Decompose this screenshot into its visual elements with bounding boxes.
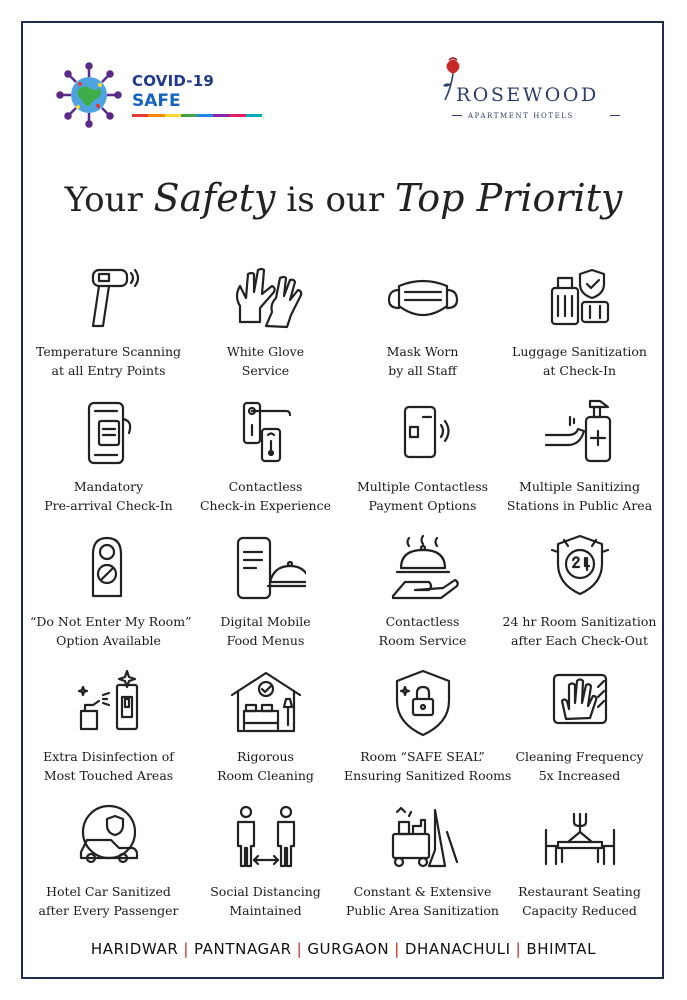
label-line-2: Ensuring Sanitized Rooms xyxy=(344,768,512,783)
car-shield-icon xyxy=(69,802,149,874)
face-mask-icon xyxy=(383,262,463,334)
social-distance-icon xyxy=(226,802,306,874)
safety-measures-grid xyxy=(30,262,658,937)
label-line-1: Mask Worn xyxy=(386,344,459,359)
covid-title: COVID-19 xyxy=(132,72,214,90)
safety-item xyxy=(187,262,344,397)
gloves-icon xyxy=(226,262,306,334)
bedroom-clean-icon xyxy=(226,667,306,739)
title-script-2: Top Priority xyxy=(394,176,623,220)
stripe-segment xyxy=(148,114,164,117)
safety-item xyxy=(501,667,658,802)
label-line-2: at Check-In xyxy=(542,363,617,378)
label-line-1: Restaurant Seating xyxy=(518,884,641,899)
safety-item-label xyxy=(344,342,501,380)
stripe-segment xyxy=(197,114,213,117)
cleaning-cart-icon xyxy=(383,802,463,874)
label-line-1: Luggage Sanitization xyxy=(512,344,647,359)
locations-footer xyxy=(0,940,687,958)
contactless-card-icon xyxy=(383,397,463,469)
safety-item xyxy=(344,802,501,937)
safety-item-label xyxy=(344,747,512,785)
safety-item xyxy=(30,532,192,667)
safety-item-label xyxy=(30,342,187,380)
safety-item xyxy=(187,397,344,532)
location-name: BHIMTAL xyxy=(526,940,597,958)
location-name: GURGAON xyxy=(307,940,390,958)
label-line-2: Food Menus xyxy=(226,633,305,648)
safety-item-label xyxy=(501,747,658,785)
safety-item-label xyxy=(344,882,501,920)
safety-item-label xyxy=(344,477,501,515)
safety-item xyxy=(30,262,187,397)
safety-item-label xyxy=(30,612,192,650)
safety-item xyxy=(501,397,658,532)
24hr-shield-icon xyxy=(540,532,620,604)
rosewood-logo xyxy=(438,54,638,124)
safety-item xyxy=(344,262,501,397)
stripe-segment xyxy=(213,114,229,117)
label-line-1: Mandatory xyxy=(73,479,144,494)
divider xyxy=(452,115,462,116)
title-part-2: is our xyxy=(286,180,385,220)
location-separator: | xyxy=(296,940,303,958)
label-line-2: Most Touched Areas xyxy=(43,768,174,783)
safety-item xyxy=(30,802,187,937)
disinfect-switch-icon xyxy=(69,667,149,739)
safety-item-label xyxy=(187,882,344,920)
title-script-1: Safety xyxy=(153,176,276,220)
safety-item-label xyxy=(501,342,658,380)
location-separator: | xyxy=(183,940,189,958)
label-line-1: Constant & Extensive xyxy=(353,884,492,899)
label-line-1: Contactless xyxy=(385,614,460,629)
safety-item-label xyxy=(187,747,344,785)
safety-item xyxy=(344,397,501,532)
location-separator: | xyxy=(394,940,400,958)
restaurant-table-icon xyxy=(540,802,620,874)
safety-item-label xyxy=(344,612,501,650)
safety-item-label xyxy=(501,477,658,515)
divider xyxy=(610,115,620,116)
page-title xyxy=(0,176,687,220)
location-separator: | xyxy=(515,940,522,958)
covid-safe-logo xyxy=(56,62,216,132)
safety-item xyxy=(501,532,658,667)
label-line-2: after Each Check-Out xyxy=(511,633,648,648)
safety-item xyxy=(30,397,187,532)
safety-item xyxy=(187,667,344,802)
label-line-1: Multiple Contactless xyxy=(356,479,489,494)
safety-item-label xyxy=(30,477,187,515)
label-line-1: Digital Mobile xyxy=(220,614,311,629)
sanitizer-dispenser-icon xyxy=(540,397,620,469)
safety-item xyxy=(344,532,501,667)
color-stripe xyxy=(132,114,262,117)
label-line-2: Public Area Sanitization xyxy=(346,903,499,918)
safety-item-label xyxy=(187,342,344,380)
label-line-1: “Do Not Enter My Room” xyxy=(30,614,192,629)
stripe-segment xyxy=(181,114,197,117)
label-line-2: Service xyxy=(241,363,290,378)
title-part-1: Your xyxy=(64,180,143,220)
label-line-2: at all Entry Points xyxy=(51,363,166,378)
thermometer-gun-icon xyxy=(69,262,149,334)
label-line-1: Contactless xyxy=(228,479,303,494)
virus-globe-icon xyxy=(56,62,122,128)
covid-safe-text: SAFE xyxy=(132,91,181,111)
label-line-2: Payment Options xyxy=(368,498,477,513)
location-name: HARIDWAR xyxy=(90,940,179,958)
safety-item-label xyxy=(30,747,187,785)
label-line-2: Option Available xyxy=(56,633,161,648)
safety-item xyxy=(501,262,658,397)
stripe-segment xyxy=(132,114,148,117)
door-hanger-icon xyxy=(69,532,149,604)
luggage-shield-icon xyxy=(540,262,620,334)
location-name: DHANACHULI xyxy=(404,940,511,958)
door-lock-icon xyxy=(226,397,306,469)
label-line-1: Room “SAFE SEAL” xyxy=(360,749,485,764)
label-line-2: Room Service xyxy=(378,633,467,648)
label-line-2: Stations in Public Area xyxy=(506,498,653,513)
stripe-segment xyxy=(165,114,181,117)
label-line-2: Room Cleaning xyxy=(217,768,314,783)
label-line-2: after Every Passenger xyxy=(38,903,179,918)
label-line-1: Multiple Sanitizing xyxy=(519,479,640,494)
brand-name: ROSEWOOD xyxy=(456,84,599,106)
label-line-2: by all Staff xyxy=(388,363,457,378)
safety-item xyxy=(501,802,658,937)
label-line-1: Hotel Car Sanitized xyxy=(46,884,171,899)
label-line-2: Capacity Reduced xyxy=(522,903,637,918)
safety-item xyxy=(344,667,512,802)
label-line-2: Pre-arrival Check-In xyxy=(44,498,173,513)
safety-item-label xyxy=(187,612,344,650)
label-line-1: White Glove xyxy=(226,344,305,359)
safety-item-label xyxy=(30,882,187,920)
mobile-checkin-icon xyxy=(69,397,149,469)
safety-item xyxy=(187,532,344,667)
stripe-segment xyxy=(230,114,246,117)
label-line-2: Maintained xyxy=(229,903,302,918)
label-line-2: 5x Increased xyxy=(538,768,621,783)
safety-item-label xyxy=(501,882,658,920)
safety-item-label xyxy=(501,612,658,650)
safety-item-label xyxy=(187,477,344,515)
location-name: PANTNAGAR xyxy=(194,940,292,958)
stripe-segment xyxy=(246,114,262,117)
safety-item xyxy=(30,667,187,802)
brand-tagline: APARTMENT HOTELS xyxy=(468,112,574,120)
label-line-2: Check-in Experience xyxy=(199,498,331,513)
room-service-icon xyxy=(383,532,463,604)
label-line-1: Rigorous xyxy=(237,749,294,764)
label-line-1: 24 hr Room Sanitization xyxy=(502,614,657,629)
label-line-1: Temperature Scanning xyxy=(35,344,182,359)
label-line-1: Social Distancing xyxy=(210,884,321,899)
shield-lock-icon xyxy=(383,667,463,739)
label-line-1: Extra Disinfection of xyxy=(43,749,174,764)
hand-wipe-icon xyxy=(540,667,620,739)
safety-item xyxy=(187,802,344,937)
label-line-1: Cleaning Frequency xyxy=(515,749,644,764)
mobile-menu-icon xyxy=(226,532,306,604)
